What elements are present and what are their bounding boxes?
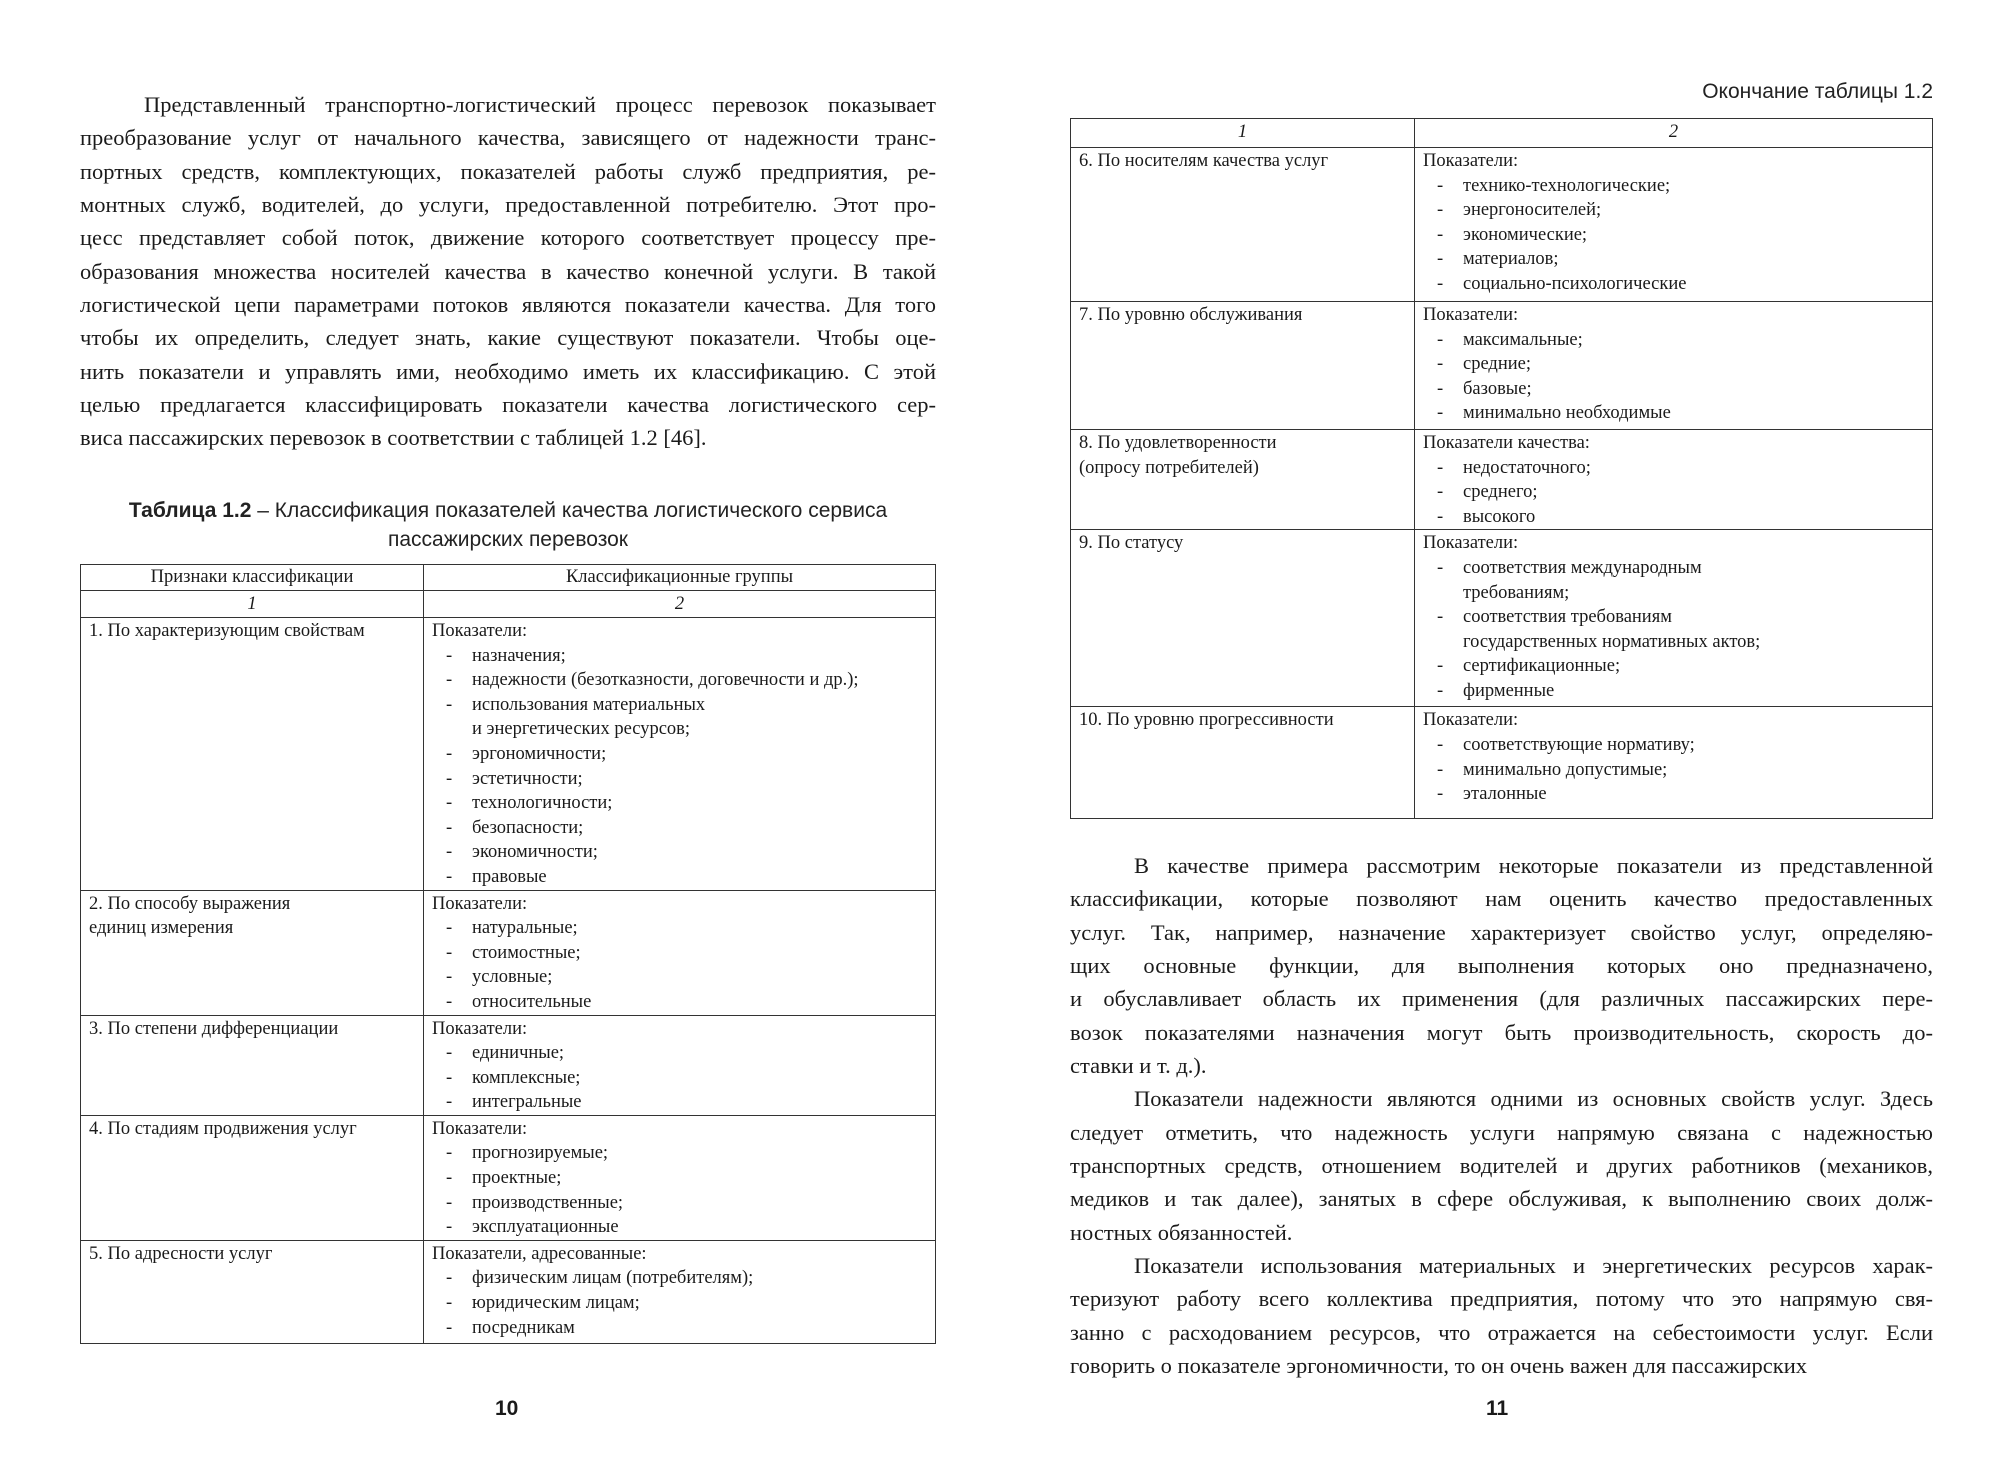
text-line: Показатели использования материальных и энергетических ресурсов харак- <box>1134 1253 1933 1279</box>
list-item <box>1423 733 1924 758</box>
list-item <box>432 717 927 742</box>
page-number: 10 <box>495 1397 519 1420</box>
groups-intro: Показатели: <box>432 893 528 914</box>
list-item <box>1423 174 1924 199</box>
list-item <box>1423 377 1924 402</box>
bullet-dash-icon: - <box>1437 200 1444 221</box>
text-line: нить показатели и управлять ими, необходимо иметь их классификацию. С этой <box>80 358 936 384</box>
bullet-dash-icon: - <box>446 1217 453 1238</box>
list-item-text: интегральные <box>472 1092 582 1113</box>
classification-table-part1 <box>80 564 936 1344</box>
bullet-dash-icon: - <box>1437 378 1444 399</box>
list-item <box>1423 605 1924 630</box>
classification-sign-cell <box>1071 707 1415 819</box>
list-item <box>1423 247 1924 272</box>
list-item <box>432 1316 927 1341</box>
list-item <box>1423 456 1924 481</box>
bullet-dash-icon: - <box>446 743 453 764</box>
sign-text: 4. По стадиям продвижения услуг <box>89 1118 357 1139</box>
header-groups: Классификационные группы <box>424 565 936 591</box>
list-item-text: эксплуатационные <box>472 1217 619 1238</box>
list-item-text: базовые; <box>1463 378 1532 399</box>
text-line: В качестве примера рассмотрим некоторые показатели из представленной <box>1134 853 1933 878</box>
table-row <box>81 1240 936 1343</box>
bullet-dash-icon: - <box>446 1143 453 1164</box>
sign-text: 5. По адресности услуг <box>89 1243 273 1264</box>
paragraph <box>80 88 936 455</box>
bullet-dash-icon: - <box>446 793 453 814</box>
list-item <box>1423 352 1924 377</box>
column-number-row <box>81 591 936 618</box>
sign-text: 10. По уровню прогрессивности <box>1079 710 1334 731</box>
classification-sign-cell <box>1071 148 1415 302</box>
list-item-text: экономические; <box>1463 224 1588 245</box>
list-item-text: средние; <box>1463 354 1531 375</box>
bullet-dash-icon: - <box>446 991 453 1012</box>
bullet-dash-icon: - <box>446 670 453 691</box>
classification-groups-cell <box>424 1240 936 1343</box>
list-item <box>432 1141 927 1166</box>
classification-table-part2 <box>1070 118 1933 819</box>
list-item <box>432 941 927 966</box>
list-item <box>432 1266 927 1291</box>
list-item-text: энергоносителей; <box>1463 200 1602 221</box>
classification-groups-cell <box>424 618 936 891</box>
paragraph <box>1070 1082 1933 1249</box>
list-item <box>432 644 927 669</box>
list-item <box>432 791 927 816</box>
list-item-text: натуральные; <box>472 918 578 939</box>
list-item-text: технико-технологические; <box>1463 175 1671 196</box>
classification-sign-cell <box>81 1115 424 1240</box>
groups-intro: Показатели качества: <box>1423 433 1590 453</box>
bullet-dash-icon: - <box>1437 557 1444 578</box>
classification-sign-cell <box>81 1240 424 1343</box>
sign-text: единиц измерения <box>89 918 234 939</box>
sign-text: (опросу потребителей) <box>1079 457 1259 478</box>
sign-text: 6. По носителям качества услуг <box>1079 151 1329 171</box>
table-row <box>1071 430 1933 530</box>
groups-intro: Показатели: <box>432 1018 528 1039</box>
list-item-text: социально-психологические <box>1463 273 1687 294</box>
list-item <box>1423 505 1924 530</box>
table-row <box>81 890 936 1015</box>
sign-text: 9. По статусу <box>1079 533 1184 554</box>
list-item-text: стоимостные; <box>472 942 581 963</box>
sign-text: 3. По степени дифференциации <box>89 1018 339 1039</box>
bullet-dash-icon: - <box>446 967 453 988</box>
bullet-dash-icon: - <box>1437 656 1444 677</box>
bullet-dash-icon: - <box>446 768 453 789</box>
classification-groups-cell <box>1415 430 1933 530</box>
groups-intro: Показатели: <box>1423 151 1519 171</box>
bullet-dash-icon: - <box>1437 759 1444 780</box>
bullet-dash-icon: - <box>446 1043 453 1064</box>
bullet-dash-icon: - <box>446 942 453 963</box>
list-item <box>1423 654 1924 679</box>
header-signs: Признаки классификации <box>81 565 424 591</box>
list-item <box>432 767 927 792</box>
bullet-dash-icon: - <box>446 1268 453 1289</box>
list-item-text: единичные; <box>472 1043 565 1064</box>
table-row <box>1071 302 1933 430</box>
text-line: цесс представляет собой поток, движение которого соответствует процессу пре- <box>80 225 936 251</box>
bullet-dash-icon: - <box>446 866 453 887</box>
groups-intro: Показатели: <box>1423 305 1519 325</box>
text-line: ставки и т. д.). <box>1070 1053 1207 1079</box>
list-item <box>432 1090 927 1115</box>
list-item-text: соответствующие нормативу; <box>1463 734 1695 755</box>
classification-sign-cell <box>1071 430 1415 530</box>
table-row <box>81 618 936 891</box>
list-item <box>432 1215 927 1240</box>
list-item <box>432 693 927 718</box>
bullet-dash-icon: - <box>446 1317 453 1338</box>
groups-intro: Показатели: <box>432 1118 528 1139</box>
classification-groups-cell <box>424 1115 936 1240</box>
list-item-text: соответствия международным <box>1463 557 1702 578</box>
list-item-text: эргономичности; <box>472 743 607 764</box>
bullet-dash-icon: - <box>1437 224 1444 245</box>
table-continuation-label: Окончание таблицы 1.2 <box>1702 80 1933 103</box>
list-item-text: условные; <box>472 967 553 988</box>
sign-text: 1. По характеризующим свойствам <box>89 621 365 641</box>
list-item-text: требованиям; <box>1463 582 1570 603</box>
text-line: транспортных средств, отношением водителей и других работников (механиков, <box>1070 1153 1933 1179</box>
text-line: медиков и так далее), занятых в сфере обслуживая, к выполнению своих долж- <box>1070 1186 1933 1212</box>
list-item <box>1423 198 1924 223</box>
list-item <box>432 965 927 990</box>
text-line: говорить о показателе эргономичности, то он очень важен для пассажирских <box>1070 1353 1807 1379</box>
list-item <box>432 916 927 941</box>
classification-sign-cell <box>81 618 424 891</box>
bullet-dash-icon: - <box>1437 482 1444 503</box>
list-item-text: комплексные; <box>472 1067 581 1088</box>
sign-text: 8. По удовлетворенности <box>1079 433 1277 453</box>
list-item-text: эстетичности; <box>472 768 583 789</box>
list-item <box>432 668 927 693</box>
bullet-dash-icon: - <box>446 1293 453 1314</box>
list-item <box>1423 679 1924 704</box>
text-line: и обуславливает область их применения (для различных пассажирских пере- <box>1070 986 1933 1012</box>
list-item-text: относительные <box>472 991 592 1012</box>
caption-title: – Классификация показателей качества логистического сервиса <box>251 499 888 522</box>
list-item <box>1423 328 1924 353</box>
paragraph <box>1070 1249 1933 1382</box>
list-item <box>1423 223 1924 248</box>
text-line: щих основные функции, для выполнения которых оно предназначено, <box>1070 953 1933 979</box>
text-line: образования множества носителей качества в качество конечной услуги. В такой <box>80 258 936 284</box>
list-item <box>432 816 927 841</box>
classification-sign-cell <box>81 890 424 1015</box>
list-item-text: среднего; <box>1463 482 1538 503</box>
list-item <box>1423 782 1924 807</box>
classification-sign-cell <box>81 1015 424 1115</box>
list-item-text: эталонные <box>1463 784 1547 805</box>
classification-groups-cell <box>1415 707 1933 819</box>
list-item-text: надежности (безотказности, договечности и др.); <box>472 670 859 691</box>
bullet-dash-icon: - <box>446 1168 453 1189</box>
list-item-text: сертификационные; <box>1463 656 1621 677</box>
table-row <box>81 1115 936 1240</box>
right-body-text <box>1070 849 1933 1383</box>
list-item-text: экономичности; <box>472 842 598 863</box>
list-item-text: проектные; <box>472 1168 562 1189</box>
list-item-text: посредникам <box>472 1317 575 1338</box>
text-line: целью предлагается классифицировать показатели качества логистического сер- <box>80 392 936 418</box>
text-line: логистической цепи параметрами потоков являются показатели качества. Для того <box>80 292 936 318</box>
groups-intro: Показатели: <box>432 621 528 641</box>
left-intro-paragraph <box>80 88 936 455</box>
table-row <box>1071 530 1933 707</box>
list-item <box>432 840 927 865</box>
list-item <box>1423 272 1924 297</box>
bullet-dash-icon: - <box>446 1092 453 1113</box>
text-line: Показатели надежности являются одними из основных свойств услуг. Здесь <box>1134 1086 1933 1112</box>
text-line: следует отметить, что надежность услуги напрямую связана с надежностью <box>1070 1119 1933 1145</box>
list-item-text: назначения; <box>472 645 566 666</box>
bullet-dash-icon: - <box>1437 249 1444 270</box>
text-line: преобразование услуг от начального качества, зависящего от надежности транс- <box>80 125 936 151</box>
bullet-dash-icon: - <box>1437 403 1444 424</box>
list-item <box>1423 630 1924 655</box>
list-item-text: использования материальных <box>472 694 706 715</box>
text-line: виса пассажирских перевозок в соответствии с таблицей 1.2 [46]. <box>80 425 707 451</box>
list-item <box>432 742 927 767</box>
bullet-dash-icon: - <box>446 694 453 715</box>
bullet-dash-icon: - <box>446 645 453 666</box>
groups-intro: Показатели: <box>1423 533 1519 554</box>
column-number: 1 <box>1071 119 1415 148</box>
text-line: чтобы их определить, следует знать, какие существуют показатели. Чтобы оце- <box>80 325 936 351</box>
list-item-text: прогнозируемые; <box>472 1143 609 1164</box>
text-line: Представленный транспортно-логистический процесс перевозок показывает <box>144 92 936 117</box>
list-item <box>432 990 927 1015</box>
column-number: 2 <box>424 591 936 618</box>
bullet-dash-icon: - <box>1437 457 1444 478</box>
list-item <box>432 865 927 890</box>
bullet-dash-icon: - <box>446 1192 453 1213</box>
list-item-text: минимально необходимые <box>1463 403 1671 424</box>
list-item-text: технологичности; <box>472 793 613 814</box>
column-number: 2 <box>1415 119 1933 148</box>
bullet-dash-icon: - <box>1437 175 1444 196</box>
list-item-text: высокого <box>1463 506 1536 527</box>
bullet-dash-icon: - <box>1437 329 1444 350</box>
table-row <box>1071 707 1933 819</box>
classification-groups-cell <box>424 1015 936 1115</box>
list-item <box>1423 556 1924 581</box>
list-item <box>1423 480 1924 505</box>
text-line: услуг. Так, например, назначение характеризует свойство услуг, определяю- <box>1070 919 1933 945</box>
table-caption <box>80 496 936 554</box>
list-item-text: юридическим лицам; <box>472 1293 640 1314</box>
list-item-text: физическим лицам (потребителям); <box>472 1268 754 1289</box>
list-item-text: максимальные; <box>1463 329 1583 350</box>
list-item <box>1423 401 1924 426</box>
list-item-text: правовые <box>472 866 547 887</box>
bullet-dash-icon: - <box>1437 506 1444 527</box>
bullet-dash-icon: - <box>446 1067 453 1088</box>
bullet-dash-icon: - <box>1437 734 1444 755</box>
text-line: занно с расходованием ресурсов, что отражается на себестоимости услуг. Если <box>1070 1319 1933 1345</box>
list-item <box>432 1291 927 1316</box>
bullet-dash-icon: - <box>446 842 453 863</box>
text-line: классификации, которые позволяют нам оценить качество предоставленных <box>1070 886 1933 912</box>
list-item-text: фирменные <box>1463 680 1555 701</box>
groups-intro: Показатели, адресованные: <box>432 1243 647 1264</box>
table-header-row <box>81 565 936 591</box>
bullet-dash-icon: - <box>1437 273 1444 294</box>
list-item-text: безопасности; <box>472 817 584 838</box>
text-line: возок показателями назначения могут быть производительность, скорость до- <box>1070 1019 1933 1045</box>
groups-intro: Показатели: <box>1423 710 1519 731</box>
bullet-dash-icon: - <box>1437 784 1444 805</box>
text-line: теризуют работу всего коллектива предприятия, потому что это напрямую свя- <box>1070 1286 1933 1312</box>
list-item <box>432 1166 927 1191</box>
bullet-dash-icon: - <box>1437 354 1444 375</box>
paragraph <box>1070 849 1933 1082</box>
list-item-text: государственных нормативных актов; <box>1463 631 1761 652</box>
text-line: портных средств, комплектующих, показателей работы служб предприятия, ре- <box>80 158 936 184</box>
classification-groups-cell <box>1415 302 1933 430</box>
bullet-dash-icon: - <box>446 918 453 939</box>
text-line: монтных служб, водителей, до услуги, предоставленной потребителю. Этот про- <box>80 192 936 218</box>
classification-sign-cell <box>1071 530 1415 707</box>
text-line: ностных обязанностей. <box>1070 1219 1293 1245</box>
list-item <box>1423 581 1924 606</box>
sign-text: 7. По уровню обслуживания <box>1079 305 1303 325</box>
list-item <box>1423 758 1924 783</box>
column-number: 1 <box>81 591 424 618</box>
list-item-text: и энергетических ресурсов; <box>472 719 691 740</box>
classification-sign-cell <box>1071 302 1415 430</box>
caption-title-line2: пассажирских перевозок <box>388 528 628 551</box>
table-row <box>81 1015 936 1115</box>
list-item-text: соответствия требованиям <box>1463 607 1672 628</box>
sign-text: 2. По способу выражения <box>89 893 291 914</box>
bullet-dash-icon: - <box>1437 607 1444 628</box>
classification-groups-cell <box>1415 530 1933 707</box>
classification-groups-cell <box>1415 148 1933 302</box>
page-number: 11 <box>1486 1397 1509 1420</box>
list-item <box>432 1191 927 1216</box>
list-item <box>432 1041 927 1066</box>
list-item-text: производственные; <box>472 1192 624 1213</box>
caption-label: Таблица 1.2 <box>128 499 252 522</box>
list-item-text: недостаточного; <box>1463 457 1591 478</box>
bullet-dash-icon: - <box>446 817 453 838</box>
list-item-text: материалов; <box>1463 249 1559 270</box>
classification-groups-cell <box>424 890 936 1015</box>
table-row <box>1071 148 1933 302</box>
list-item <box>432 1066 927 1091</box>
list-item-text: минимально допустимые; <box>1463 759 1668 780</box>
bullet-dash-icon: - <box>1437 680 1444 701</box>
column-number-row <box>1071 119 1933 148</box>
